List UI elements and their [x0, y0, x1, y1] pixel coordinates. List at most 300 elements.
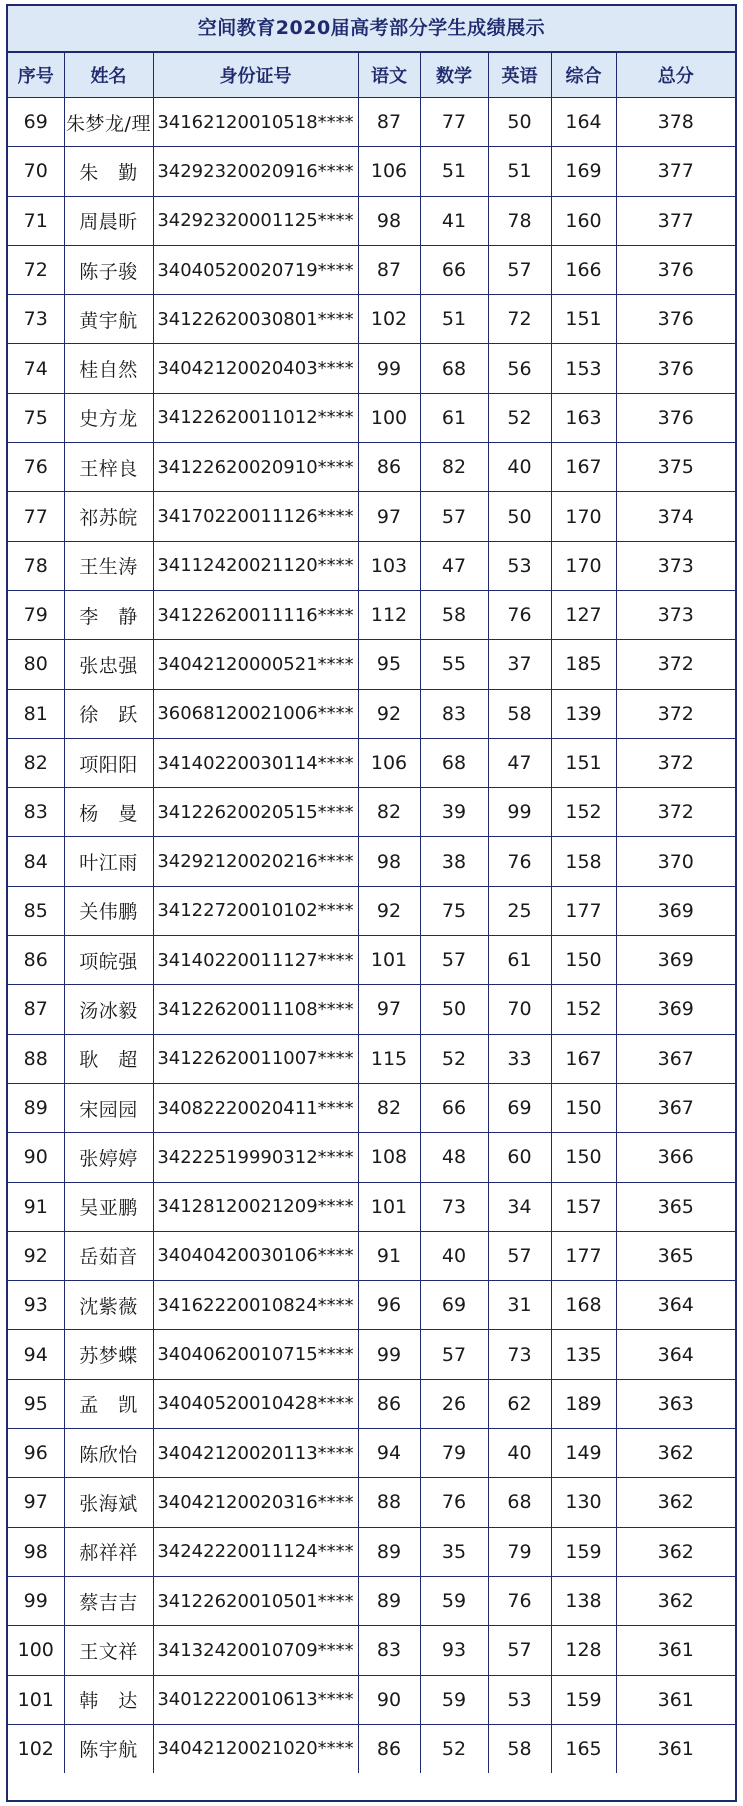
cell-name: 徐 跃 — [64, 689, 153, 738]
table-row — [8, 1429, 735, 1478]
cell-index: 94 — [8, 1330, 64, 1379]
cell-name: 史方龙 — [64, 393, 153, 442]
cell-math: 68 — [420, 344, 488, 393]
cell-english: 68 — [488, 1478, 551, 1527]
cell-comprehensive: 152 — [551, 788, 616, 837]
cell-comprehensive: 163 — [551, 393, 616, 442]
cell-math: 48 — [420, 1133, 488, 1182]
cell-id: 34132420010709**** — [153, 1626, 358, 1675]
cell-comprehensive: 128 — [551, 1626, 616, 1675]
cell-id: 34122720010102**** — [153, 886, 358, 935]
col-header-english: 英语 — [488, 53, 551, 98]
cell-chinese: 102 — [358, 295, 420, 344]
cell-english: 51 — [488, 147, 551, 196]
cell-math: 57 — [420, 936, 488, 985]
cell-math: 76 — [420, 1478, 488, 1527]
cell-id: 34082220020411**** — [153, 1083, 358, 1132]
cell-index: 76 — [8, 443, 64, 492]
cell-comprehensive: 166 — [551, 245, 616, 294]
cell-id: 34122620020910**** — [153, 443, 358, 492]
header-row — [8, 53, 735, 98]
cell-id: 34122620030801**** — [153, 295, 358, 344]
table-row — [8, 590, 735, 639]
table-row — [8, 640, 735, 689]
cell-math: 47 — [420, 541, 488, 590]
cell-comprehensive: 165 — [551, 1724, 616, 1773]
score-sheet — [6, 4, 737, 1802]
cell-index: 90 — [8, 1133, 64, 1182]
cell-name: 耿 超 — [64, 1034, 153, 1083]
cell-math: 93 — [420, 1626, 488, 1675]
cell-index: 86 — [8, 936, 64, 985]
cell-name: 王梓良 — [64, 443, 153, 492]
cell-comprehensive: 150 — [551, 1083, 616, 1132]
cell-chinese: 91 — [358, 1231, 420, 1280]
cell-math: 35 — [420, 1527, 488, 1576]
table-row — [8, 1083, 735, 1132]
col-header-name: 姓名 — [64, 53, 153, 98]
cell-comprehensive: 139 — [551, 689, 616, 738]
cell-math: 57 — [420, 1330, 488, 1379]
cell-comprehensive: 152 — [551, 985, 616, 1034]
cell-name: 李 静 — [64, 590, 153, 639]
cell-total: 366 — [616, 1133, 735, 1182]
cell-name: 韩 达 — [64, 1675, 153, 1724]
cell-math: 52 — [420, 1724, 488, 1773]
cell-index: 96 — [8, 1429, 64, 1478]
cell-comprehensive: 164 — [551, 98, 616, 147]
cell-english: 76 — [488, 590, 551, 639]
cell-math: 52 — [420, 1034, 488, 1083]
cell-comprehensive: 138 — [551, 1576, 616, 1625]
cell-id: 34292320020916**** — [153, 147, 358, 196]
cell-total: 377 — [616, 196, 735, 245]
table-row — [8, 1527, 735, 1576]
table-row — [8, 344, 735, 393]
cell-english: 76 — [488, 837, 551, 886]
cell-name: 关伟鹏 — [64, 886, 153, 935]
cell-math: 55 — [420, 640, 488, 689]
cell-math: 61 — [420, 393, 488, 442]
cell-chinese: 108 — [358, 1133, 420, 1182]
cell-name: 宋园园 — [64, 1083, 153, 1132]
cell-total: 369 — [616, 936, 735, 985]
cell-id: 34040520020719**** — [153, 245, 358, 294]
cell-index: 72 — [8, 245, 64, 294]
cell-comprehensive: 157 — [551, 1182, 616, 1231]
col-header-index: 序号 — [8, 53, 64, 98]
cell-name: 郝祥祥 — [64, 1527, 153, 1576]
cell-english: 57 — [488, 245, 551, 294]
cell-comprehensive: 149 — [551, 1429, 616, 1478]
cell-comprehensive: 170 — [551, 492, 616, 541]
cell-chinese: 89 — [358, 1527, 420, 1576]
cell-index: 73 — [8, 295, 64, 344]
cell-english: 76 — [488, 1576, 551, 1625]
cell-total: 376 — [616, 245, 735, 294]
cell-math: 82 — [420, 443, 488, 492]
cell-math: 50 — [420, 985, 488, 1034]
cell-english: 31 — [488, 1281, 551, 1330]
cell-chinese: 112 — [358, 590, 420, 639]
cell-math: 51 — [420, 147, 488, 196]
cell-english: 78 — [488, 196, 551, 245]
cell-name: 岳茹音 — [64, 1231, 153, 1280]
cell-index: 91 — [8, 1182, 64, 1231]
cell-english: 79 — [488, 1527, 551, 1576]
cell-index: 85 — [8, 886, 64, 935]
cell-id: 34112420021120**** — [153, 541, 358, 590]
cell-comprehensive: 177 — [551, 886, 616, 935]
cell-english: 57 — [488, 1231, 551, 1280]
table-title: 空间教育2020届高考部分学生成绩展示 — [8, 6, 735, 53]
table-row — [8, 936, 735, 985]
cell-english: 61 — [488, 936, 551, 985]
cell-id: 34222519990312**** — [153, 1133, 358, 1182]
table-row — [8, 1231, 735, 1280]
cell-math: 39 — [420, 788, 488, 837]
cell-total: 361 — [616, 1724, 735, 1773]
cell-english: 50 — [488, 98, 551, 147]
cell-chinese: 87 — [358, 98, 420, 147]
table-row — [8, 245, 735, 294]
cell-math: 41 — [420, 196, 488, 245]
cell-comprehensive: 130 — [551, 1478, 616, 1527]
table-row — [8, 1675, 735, 1724]
table-row — [8, 1576, 735, 1625]
cell-total: 364 — [616, 1281, 735, 1330]
cell-chinese: 101 — [358, 1182, 420, 1231]
cell-english: 69 — [488, 1083, 551, 1132]
cell-id: 34122620020515**** — [153, 788, 358, 837]
cell-name: 张海斌 — [64, 1478, 153, 1527]
cell-name: 孟 凯 — [64, 1379, 153, 1428]
table-row — [8, 1182, 735, 1231]
cell-english: 60 — [488, 1133, 551, 1182]
cell-id: 34122620011012**** — [153, 393, 358, 442]
cell-chinese: 97 — [358, 985, 420, 1034]
table-row — [8, 788, 735, 837]
cell-name: 朱梦龙/理 — [64, 98, 153, 147]
cell-total: 362 — [616, 1478, 735, 1527]
cell-math: 73 — [420, 1182, 488, 1231]
cell-english: 25 — [488, 886, 551, 935]
cell-name: 苏梦蝶 — [64, 1330, 153, 1379]
cell-id: 34122620010501**** — [153, 1576, 358, 1625]
cell-english: 40 — [488, 1429, 551, 1478]
cell-math: 40 — [420, 1231, 488, 1280]
cell-index: 101 — [8, 1675, 64, 1724]
cell-total: 374 — [616, 492, 735, 541]
cell-index: 75 — [8, 393, 64, 442]
cell-english: 37 — [488, 640, 551, 689]
cell-name: 张婷婷 — [64, 1133, 153, 1182]
col-header-math: 数学 — [420, 53, 488, 98]
cell-total: 369 — [616, 886, 735, 935]
cell-name: 王文祥 — [64, 1626, 153, 1675]
cell-total: 367 — [616, 1083, 735, 1132]
cell-total: 363 — [616, 1379, 735, 1428]
table-row — [8, 147, 735, 196]
cell-name: 王生涛 — [64, 541, 153, 590]
cell-english: 34 — [488, 1182, 551, 1231]
cell-index: 84 — [8, 837, 64, 886]
cell-id: 34162120010518**** — [153, 98, 358, 147]
cell-total: 369 — [616, 985, 735, 1034]
cell-chinese: 89 — [358, 1576, 420, 1625]
cell-index: 93 — [8, 1281, 64, 1330]
cell-index: 82 — [8, 738, 64, 787]
cell-comprehensive: 189 — [551, 1379, 616, 1428]
cell-id: 34292120020216**** — [153, 837, 358, 886]
cell-id: 36068120021006**** — [153, 689, 358, 738]
table-row — [8, 1034, 735, 1083]
cell-math: 77 — [420, 98, 488, 147]
cell-total: 370 — [616, 837, 735, 886]
cell-math: 69 — [420, 1281, 488, 1330]
cell-total: 372 — [616, 689, 735, 738]
cell-comprehensive: 135 — [551, 1330, 616, 1379]
cell-total: 376 — [616, 295, 735, 344]
cell-chinese: 103 — [358, 541, 420, 590]
cell-id: 34042120020403**** — [153, 344, 358, 393]
cell-comprehensive: 177 — [551, 1231, 616, 1280]
cell-math: 26 — [420, 1379, 488, 1428]
cell-name: 汤冰毅 — [64, 985, 153, 1034]
cell-comprehensive: 160 — [551, 196, 616, 245]
cell-english: 40 — [488, 443, 551, 492]
cell-math: 51 — [420, 295, 488, 344]
cell-math: 68 — [420, 738, 488, 787]
cell-english: 99 — [488, 788, 551, 837]
cell-total: 376 — [616, 344, 735, 393]
col-header-id: 身份证号 — [153, 53, 358, 98]
cell-english: 50 — [488, 492, 551, 541]
table-row — [8, 541, 735, 590]
cell-chinese: 86 — [358, 1379, 420, 1428]
cell-name: 蔡吉吉 — [64, 1576, 153, 1625]
cell-chinese: 92 — [358, 689, 420, 738]
cell-chinese: 99 — [358, 1330, 420, 1379]
cell-total: 361 — [616, 1626, 735, 1675]
cell-index: 98 — [8, 1527, 64, 1576]
cell-index: 80 — [8, 640, 64, 689]
table-row — [8, 689, 735, 738]
cell-name: 沈紫薇 — [64, 1281, 153, 1330]
cell-comprehensive: 185 — [551, 640, 616, 689]
cell-name: 祁苏皖 — [64, 492, 153, 541]
cell-math: 59 — [420, 1576, 488, 1625]
table-row — [8, 98, 735, 147]
table-row — [8, 1133, 735, 1182]
cell-total: 376 — [616, 393, 735, 442]
cell-english: 70 — [488, 985, 551, 1034]
cell-english: 58 — [488, 1724, 551, 1773]
cell-comprehensive: 150 — [551, 1133, 616, 1182]
table-row — [8, 393, 735, 442]
cell-name: 叶江雨 — [64, 837, 153, 886]
cell-english: 47 — [488, 738, 551, 787]
cell-total: 378 — [616, 98, 735, 147]
cell-index: 71 — [8, 196, 64, 245]
cell-comprehensive: 151 — [551, 295, 616, 344]
cell-chinese: 115 — [358, 1034, 420, 1083]
cell-id: 34042120021020**** — [153, 1724, 358, 1773]
score-table — [8, 53, 735, 1773]
cell-id: 34012220010613**** — [153, 1675, 358, 1724]
cell-index: 92 — [8, 1231, 64, 1280]
cell-chinese: 83 — [358, 1626, 420, 1675]
cell-math: 66 — [420, 1083, 488, 1132]
cell-math: 79 — [420, 1429, 488, 1478]
cell-math: 59 — [420, 1675, 488, 1724]
cell-chinese: 98 — [358, 837, 420, 886]
cell-id: 34042120000521**** — [153, 640, 358, 689]
cell-chinese: 101 — [358, 936, 420, 985]
table-row — [8, 1626, 735, 1675]
cell-english: 53 — [488, 541, 551, 590]
cell-id: 34122620011108**** — [153, 985, 358, 1034]
cell-total: 375 — [616, 443, 735, 492]
cell-english: 56 — [488, 344, 551, 393]
cell-total: 362 — [616, 1576, 735, 1625]
cell-name: 张忠强 — [64, 640, 153, 689]
cell-comprehensive: 159 — [551, 1675, 616, 1724]
table-row — [8, 886, 735, 935]
cell-id: 34122620011116**** — [153, 590, 358, 639]
cell-math: 38 — [420, 837, 488, 886]
cell-index: 77 — [8, 492, 64, 541]
cell-name: 黄宇航 — [64, 295, 153, 344]
cell-id: 34042120020113**** — [153, 1429, 358, 1478]
cell-name: 桂自然 — [64, 344, 153, 393]
col-header-total: 总分 — [616, 53, 735, 98]
cell-total: 361 — [616, 1675, 735, 1724]
cell-comprehensive: 153 — [551, 344, 616, 393]
cell-index: 69 — [8, 98, 64, 147]
table-row — [8, 1478, 735, 1527]
cell-total: 373 — [616, 541, 735, 590]
cell-id: 34040620010715**** — [153, 1330, 358, 1379]
cell-comprehensive: 158 — [551, 837, 616, 886]
cell-chinese: 82 — [358, 788, 420, 837]
cell-comprehensive: 127 — [551, 590, 616, 639]
table-row — [8, 1379, 735, 1428]
cell-comprehensive: 167 — [551, 443, 616, 492]
cell-total: 365 — [616, 1231, 735, 1280]
cell-name: 朱 勤 — [64, 147, 153, 196]
cell-id: 34162220010824**** — [153, 1281, 358, 1330]
cell-english: 62 — [488, 1379, 551, 1428]
cell-id: 34140220030114**** — [153, 738, 358, 787]
cell-name: 杨 曼 — [64, 788, 153, 837]
cell-chinese: 98 — [358, 196, 420, 245]
cell-id: 34128120021209**** — [153, 1182, 358, 1231]
cell-english: 58 — [488, 689, 551, 738]
cell-chinese: 97 — [358, 492, 420, 541]
cell-index: 81 — [8, 689, 64, 738]
cell-index: 95 — [8, 1379, 64, 1428]
cell-math: 57 — [420, 492, 488, 541]
cell-chinese: 106 — [358, 147, 420, 196]
table-row — [8, 196, 735, 245]
table-row — [8, 1724, 735, 1773]
col-header-comprehensive: 综合 — [551, 53, 616, 98]
cell-total: 364 — [616, 1330, 735, 1379]
table-row — [8, 837, 735, 886]
cell-id: 34242220011124**** — [153, 1527, 358, 1576]
cell-id: 34040420030106**** — [153, 1231, 358, 1280]
table-row — [8, 1281, 735, 1330]
cell-index: 83 — [8, 788, 64, 837]
cell-english: 33 — [488, 1034, 551, 1083]
table-row — [8, 1330, 735, 1379]
table-row — [8, 295, 735, 344]
cell-chinese: 95 — [358, 640, 420, 689]
cell-name: 项阳阳 — [64, 738, 153, 787]
cell-chinese: 96 — [358, 1281, 420, 1330]
cell-english: 72 — [488, 295, 551, 344]
cell-chinese: 88 — [358, 1478, 420, 1527]
cell-name: 陈宇航 — [64, 1724, 153, 1773]
cell-index: 78 — [8, 541, 64, 590]
cell-total: 372 — [616, 738, 735, 787]
cell-chinese: 99 — [358, 344, 420, 393]
cell-total: 367 — [616, 1034, 735, 1083]
cell-total: 377 — [616, 147, 735, 196]
cell-comprehensive: 150 — [551, 936, 616, 985]
cell-english: 53 — [488, 1675, 551, 1724]
cell-comprehensive: 170 — [551, 541, 616, 590]
cell-index: 70 — [8, 147, 64, 196]
cell-name: 陈欣怡 — [64, 1429, 153, 1478]
cell-total: 373 — [616, 590, 735, 639]
table-row — [8, 738, 735, 787]
table-row — [8, 492, 735, 541]
cell-index: 102 — [8, 1724, 64, 1773]
cell-chinese: 87 — [358, 245, 420, 294]
table-row — [8, 985, 735, 1034]
cell-id: 34140220011127**** — [153, 936, 358, 985]
cell-math: 66 — [420, 245, 488, 294]
cell-total: 362 — [616, 1429, 735, 1478]
cell-comprehensive: 167 — [551, 1034, 616, 1083]
cell-name: 周晨昕 — [64, 196, 153, 245]
cell-math: 58 — [420, 590, 488, 639]
cell-index: 97 — [8, 1478, 64, 1527]
cell-chinese: 86 — [358, 1724, 420, 1773]
cell-total: 372 — [616, 640, 735, 689]
cell-chinese: 90 — [358, 1675, 420, 1724]
cell-chinese: 92 — [358, 886, 420, 935]
cell-comprehensive: 169 — [551, 147, 616, 196]
cell-index: 99 — [8, 1576, 64, 1625]
cell-math: 83 — [420, 689, 488, 738]
cell-chinese: 100 — [358, 393, 420, 442]
cell-name: 吴亚鹏 — [64, 1182, 153, 1231]
cell-index: 74 — [8, 344, 64, 393]
cell-id: 34042120020316**** — [153, 1478, 358, 1527]
col-header-chinese: 语文 — [358, 53, 420, 98]
cell-chinese: 94 — [358, 1429, 420, 1478]
cell-chinese: 106 — [358, 738, 420, 787]
cell-index: 87 — [8, 985, 64, 1034]
cell-english: 73 — [488, 1330, 551, 1379]
cell-total: 362 — [616, 1527, 735, 1576]
cell-name: 项皖强 — [64, 936, 153, 985]
cell-index: 89 — [8, 1083, 64, 1132]
cell-index: 88 — [8, 1034, 64, 1083]
